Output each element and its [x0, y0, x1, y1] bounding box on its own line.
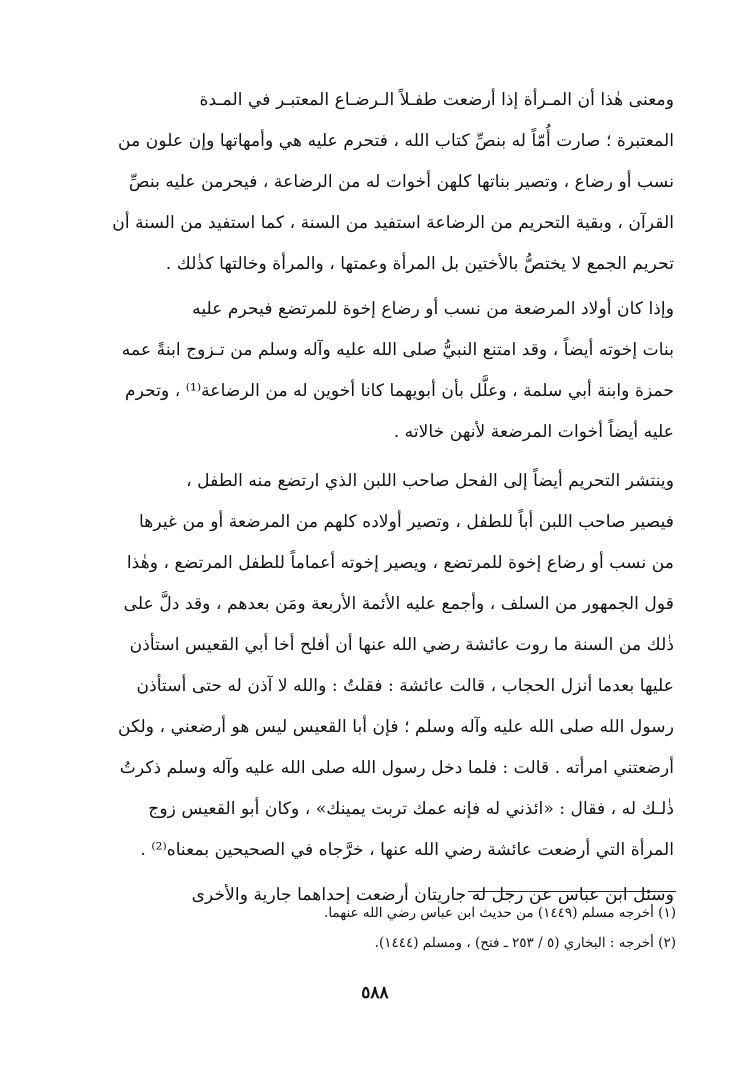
paragraph: [78, 461, 674, 871]
text-line: تحريم الجمع لا يختصُّ بالأختين بل المرأة وعمتها ، والمرأة وخالتها كذٰلك .: [165, 254, 674, 274]
text-line: أرضعتني امرأته . قالت : فلما دخل رسول الله صلى الله عليه وآله وسلم ذكرتُ: [119, 758, 674, 778]
text-line: حمزة وابنة أبي سلمة ، وعلَّل بأن أبويهما كانا أخوين له من الرضاعة⁽¹⁾ ، وتحرم: [124, 381, 674, 401]
page-number: ٥٨٨: [361, 983, 389, 1003]
text-line: نسب أو رضاع ، وتصير بناتها كلهن أخوات له من الرضاعة ، فيحرمن عليه بنصِّ: [128, 172, 674, 192]
text-line: المرأة التي أرضعت عائشة رضي الله عنها ، خرَّجاه في الصحيحين بمعناه⁽²⁾ .: [140, 840, 674, 860]
text-line: ذٰلك من السنة ما روت عائشة رضي الله عنها أن أفلح أخا أبي القعيس استأذن: [129, 635, 674, 655]
text-line: عليه أيضاً أخوات المرضعة لأنهن خالاته .: [393, 422, 674, 442]
paragraph: [78, 289, 674, 453]
text-line: بنات إخوته أيضاً ، وقد امتنع النبيُّ صلى الله عليه وآله وسلم من تـزوج ابنةً عمه: [121, 340, 674, 360]
footnotes: [150, 898, 676, 958]
text-line: ومعنى هٰذا أن المـرأة إذا أرضعت طفـلاً الـرضـاع المعتبـر في المـدة: [199, 90, 674, 110]
footnote: (٢) أخرجه : البخاري (٥ / ٢٥٣ ـ فتح) ، ومسلم (١٤٤٤).: [374, 935, 676, 951]
text-line: ذٰلـك له ، فقال : «ائذني له فإنه عمك تربت يمينك» ، وكان أبو القعيس زوج: [148, 799, 674, 819]
text-line: قول الجمهور من السلف ، وأجمع عليه الأئمة الأربعة ومَن بعدهم ، وقد دلَّ على: [123, 594, 674, 614]
text-line: وإذا كان أولاد المرضعة من نسب أو رضاع إخوة للمرتضع فيحرم عليه: [192, 299, 674, 319]
footnote-separator: [468, 891, 676, 892]
footnote: (١) أخرجه مسلم (١٤٤٩) من حديث ابن عباس رضي الله عنهما.: [324, 905, 676, 921]
text-line: القرآن ، وبقية التحريم من الرضاعة استفيد من السنة ، كما استفيد من السنة أن: [112, 213, 674, 233]
text-line: فيصير صاحب اللبن أباً للطفل ، وتصير أولاده كلهم من المرضعة أو من غيرها: [139, 512, 674, 532]
text-line: وينتشر التحريم أيضاً إلى الفحل صاحب اللبن الذي ارتضع منه الطفل ،: [186, 471, 674, 491]
text-line: وسئل ابن عباس عن رجل له جاريتان أرضعت إحداهما جارية والأخرى: [191, 885, 674, 905]
paragraph: [78, 80, 674, 285]
text-line: من نسب أو رضاع إخوة للمرتضع ، ويصير إخوته أعماماً للطفل المرتضع ، وهٰذا: [126, 553, 674, 573]
text-line: المعتبرة ؛ صارت أُمّاً له بنصِّ كتاب الله ، فتحرم عليه هي وأمهاتها وإن علون من: [118, 131, 674, 151]
text-line: عليها بعدما أنزل الحجاب ، قالت عائشة : فقلتُ : والله لا آذن له حتى أستأذن: [136, 676, 674, 696]
main-text: [78, 80, 674, 916]
text-line: رسول الله صلى الله عليه وآله وسلم ؛ فإن أبا القعيس ليس هو أرضعني ، ولكن: [117, 717, 674, 737]
